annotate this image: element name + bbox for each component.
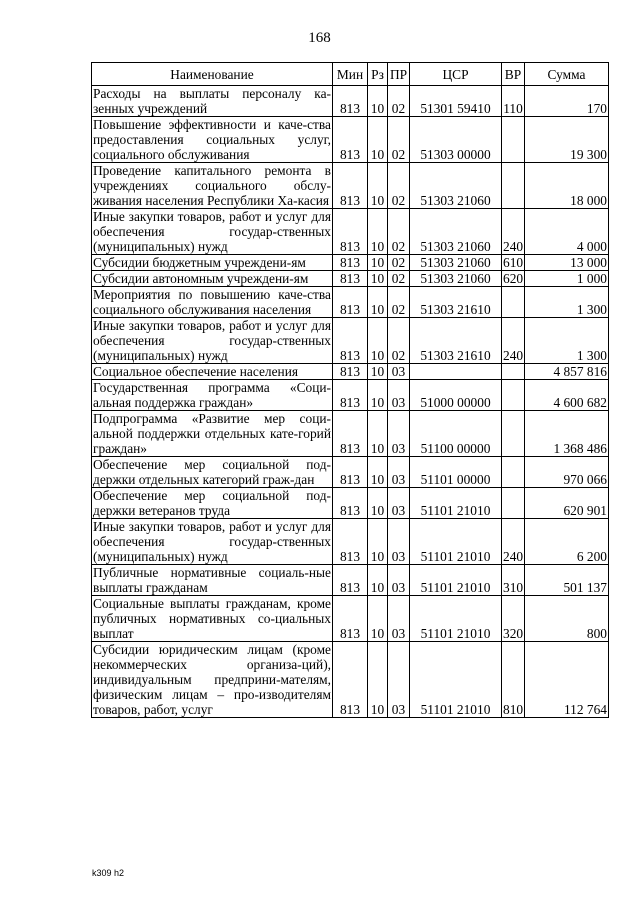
cell-csr: 51000 00000: [410, 380, 502, 411]
cell-pr: 02: [388, 86, 410, 117]
cell-sum: 800: [525, 596, 609, 642]
table-row: [92, 86, 609, 117]
cell-sum: 4 857 816: [525, 364, 609, 380]
cell-pr: 03: [388, 411, 410, 457]
cell-sum: 4 600 682: [525, 380, 609, 411]
table-row: [92, 117, 609, 163]
cell-csr: 51303 21060: [410, 255, 502, 271]
cell-name: Социальные выплаты гражданам, кроме публичных нормативных со-циальных выплат: [93, 596, 331, 641]
cell-sum: 18 000: [525, 163, 609, 209]
cell-sum: 19 300: [525, 117, 609, 163]
footer-code: k309 h2: [92, 868, 125, 878]
cell-min: 813: [333, 411, 368, 457]
cell-pr: 03: [388, 519, 410, 565]
table-row: [92, 642, 609, 718]
cell-csr: 51101 21010: [410, 596, 502, 642]
cell-rz: 10: [368, 457, 388, 488]
cell-vr: 240: [502, 519, 525, 565]
cell-vr: 310: [502, 565, 525, 596]
cell-min: 813: [333, 488, 368, 519]
table-row: [92, 209, 609, 255]
cell-pr: 03: [388, 380, 410, 411]
cell-sum: 1 300: [525, 318, 609, 364]
cell-rz: 10: [368, 596, 388, 642]
table-row: [92, 488, 609, 519]
cell-rz: 10: [368, 271, 388, 287]
cell-rz: 10: [368, 318, 388, 364]
cell-csr: 51303 21060: [410, 271, 502, 287]
cell-sum: 620 901: [525, 488, 609, 519]
cell-vr: [502, 380, 525, 411]
cell-min: 813: [333, 255, 368, 271]
cell-pr: 02: [388, 271, 410, 287]
cell-sum: 1 000: [525, 271, 609, 287]
table-row: [92, 271, 609, 287]
cell-sum: 6 200: [525, 519, 609, 565]
table-row: [92, 457, 609, 488]
column-header-name: Наименование: [92, 63, 333, 86]
table-row: [92, 565, 609, 596]
cell-name: Социальное обеспечение населения: [92, 364, 333, 380]
cell-pr: 03: [388, 642, 410, 718]
cell-csr: 51100 00000: [410, 411, 502, 457]
cell-pr: 02: [388, 255, 410, 271]
cell-pr: 03: [388, 457, 410, 488]
cell-name: Публичные нормативные социаль-ные выплаты гражданам: [93, 565, 331, 595]
cell-min: 813: [333, 596, 368, 642]
cell-name: Расходы на выплаты персоналу ка-зенных учреждений: [93, 86, 331, 116]
cell-min: 813: [333, 117, 368, 163]
table-row: [92, 596, 609, 642]
cell-csr: 51303 21060: [410, 209, 502, 255]
cell-sum: 112 764: [525, 642, 609, 718]
cell-csr: 51301 59410: [410, 86, 502, 117]
cell-pr: 02: [388, 209, 410, 255]
table-row: [92, 411, 609, 457]
cell-name: Повышение эффективности и каче-ства предоставления социальных услуг, социального обслуживания: [93, 117, 331, 162]
cell-vr: [502, 411, 525, 457]
table-row: [92, 380, 609, 411]
cell-csr: 51101 00000: [410, 457, 502, 488]
cell-rz: 10: [368, 488, 388, 519]
cell-rz: 10: [368, 86, 388, 117]
cell-pr: 03: [388, 488, 410, 519]
cell-name: Субсидии автономным учреждени-ям: [92, 271, 333, 287]
column-header-sum: Сумма: [525, 63, 609, 86]
cell-vr: 110: [502, 86, 525, 117]
cell-sum: 1 300: [525, 287, 609, 318]
cell-name: Иные закупки товаров, работ и услуг для обеспечения государ-ственных (муниципальных) нужд: [93, 519, 331, 564]
cell-vr: [502, 163, 525, 209]
cell-name: Иные закупки товаров, работ и услуг для обеспечения государ-ственных (муниципальных) нужд: [93, 318, 331, 363]
cell-csr: 51303 21060: [410, 163, 502, 209]
cell-rz: 10: [368, 519, 388, 565]
cell-rz: 10: [368, 255, 388, 271]
cell-vr: 620: [503, 271, 524, 286]
table-row: [92, 163, 609, 209]
cell-pr: 03: [388, 565, 410, 596]
cell-name: Иные закупки товаров, работ и услуг для обеспечения государ-ственных (муниципальных) нужд: [93, 209, 331, 254]
cell-sum: 170: [525, 86, 609, 117]
cell-vr: 240: [502, 209, 525, 255]
cell-vr: 240: [502, 318, 525, 364]
cell-min: 813: [333, 642, 368, 718]
cell-csr: 51303 00000: [410, 117, 502, 163]
cell-csr: 51303 21610: [410, 318, 502, 364]
cell-min: 813: [333, 380, 368, 411]
cell-vr: 610: [503, 255, 524, 270]
cell-pr: 02: [388, 318, 410, 364]
cell-rz: 10: [368, 642, 388, 718]
cell-rz: 10: [368, 380, 388, 411]
table-row: [92, 364, 609, 380]
cell-vr: 320: [502, 596, 525, 642]
cell-sum: 1 368 486: [525, 411, 609, 457]
budget-table: [91, 62, 609, 718]
cell-pr: 02: [388, 117, 410, 163]
cell-sum: 13 000: [525, 255, 609, 271]
table-header-row: [92, 63, 609, 86]
table-row: [92, 318, 609, 364]
cell-csr: [410, 364, 502, 380]
cell-min: 813: [333, 318, 368, 364]
cell-min: 813: [333, 271, 368, 287]
cell-csr: 51101 21010: [410, 565, 502, 596]
cell-name: Обеспечение мер социальной под-держки отдельных категорий граж-дан: [93, 457, 331, 487]
column-header-rz: Рз: [368, 63, 388, 86]
cell-name: Проведение капитального ремонта в учреждениях социального обслу-живания населения Республики Ха-касия: [93, 163, 331, 208]
cell-name: Подпрограмма «Развитие мер соци-альной поддержки отдельных кате-горий граждан»: [93, 411, 331, 456]
page-number: 168: [308, 30, 331, 46]
column-header-min: Мин: [333, 63, 368, 86]
column-header-vr: ВР: [502, 63, 525, 86]
cell-rz: 10: [368, 411, 388, 457]
table-row: [92, 519, 609, 565]
cell-min: 813: [333, 86, 368, 117]
cell-min: 813: [333, 519, 368, 565]
cell-name: Государственная программа «Соци-альная поддержка граждан»: [93, 380, 331, 410]
cell-min: 813: [333, 457, 368, 488]
cell-vr: [502, 364, 525, 380]
cell-vr: [502, 287, 525, 318]
table-row: [92, 287, 609, 318]
cell-sum: 501 137: [525, 565, 609, 596]
cell-pr: 02: [388, 163, 410, 209]
column-header-csr: ЦСР: [410, 63, 502, 86]
cell-min: 813: [333, 287, 368, 318]
cell-min: 813: [333, 209, 368, 255]
cell-rz: 10: [368, 117, 388, 163]
cell-pr: 03: [388, 364, 410, 380]
cell-sum: 970 066: [525, 457, 609, 488]
cell-name: Субсидии бюджетным учреждени-ям: [92, 255, 333, 271]
cell-rz: 10: [368, 209, 388, 255]
cell-rz: 10: [368, 565, 388, 596]
cell-vr: [502, 457, 525, 488]
cell-rz: 10: [368, 287, 388, 318]
cell-sum: 4 000: [525, 209, 609, 255]
cell-csr: 51101 21010: [410, 519, 502, 565]
cell-pr: 02: [388, 287, 410, 318]
cell-name: Субсидии юридическим лицам (кроме некоммерческих организа-ций), индивидуальным предприни-мателям, физическим лицам – про-изводителям товаров, работ, услуг: [93, 642, 331, 717]
cell-csr: 51101 21010: [410, 488, 502, 519]
cell-vr: [502, 488, 525, 519]
cell-min: 813: [333, 364, 368, 380]
cell-csr: 51101 21010: [410, 642, 502, 718]
cell-min: 813: [333, 565, 368, 596]
cell-min: 813: [333, 163, 368, 209]
table-row: [92, 255, 609, 271]
cell-rz: 10: [368, 163, 388, 209]
cell-csr: 51303 21610: [410, 287, 502, 318]
cell-name: Мероприятия по повышению каче-ства социального обслуживания населения: [93, 287, 331, 317]
cell-rz: 10: [368, 364, 388, 380]
cell-name: Обеспечение мер социальной под-держки ветеранов труда: [93, 488, 331, 518]
cell-pr: 03: [388, 596, 410, 642]
cell-vr: 810: [502, 642, 525, 718]
column-header-pr: ПР: [388, 63, 410, 86]
cell-vr: [502, 117, 525, 163]
